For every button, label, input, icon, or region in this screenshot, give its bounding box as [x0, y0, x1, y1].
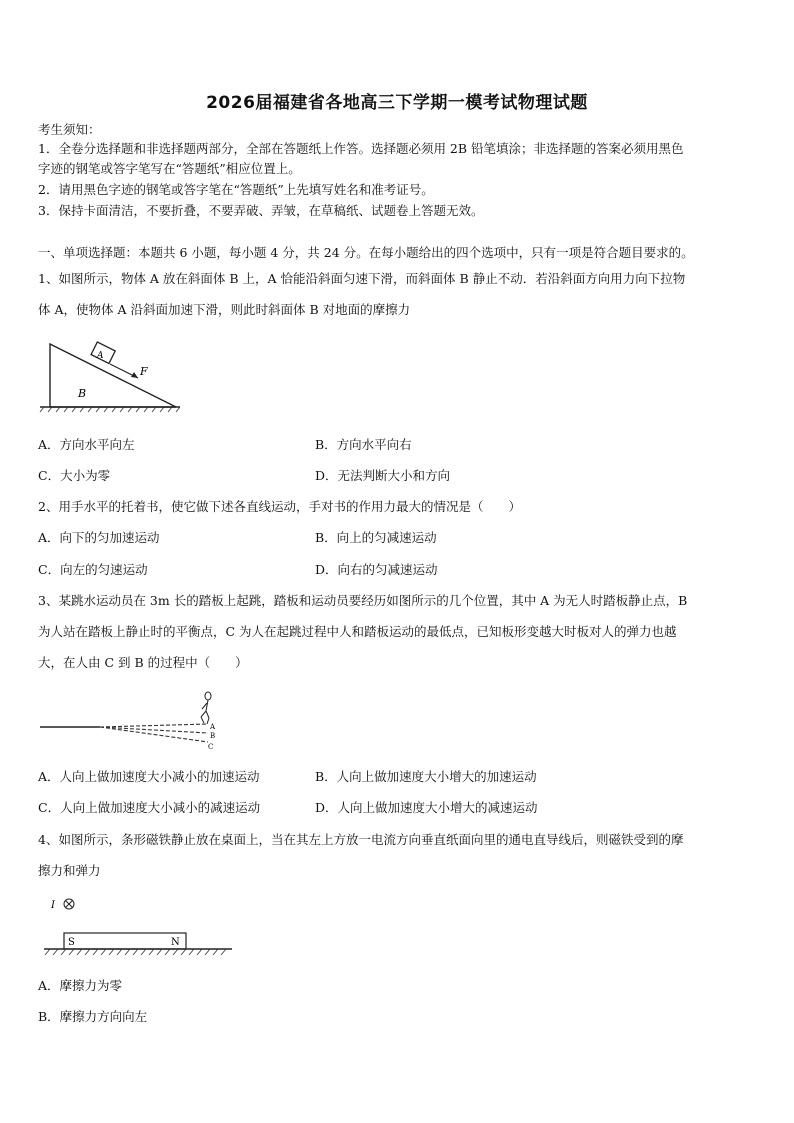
q3-label-c: C: [208, 743, 214, 751]
q1-option-b[interactable]: B．方向水平向右: [315, 437, 412, 452]
notice-line-1b: 字迹的钢笔或答字笔写在“答题纸”相应位置上。: [38, 161, 301, 176]
q4-option-b[interactable]: B．摩擦力方向向左: [38, 1009, 148, 1024]
q1-label-b: B: [78, 387, 87, 400]
q3-option-b[interactable]: B．人向上做加速度大小增大的加速运动: [315, 769, 537, 784]
notice-line-3: 3．保持卡面清洁，不要折叠，不要弄破、弄皱，在草稿纸、试题卷上答题无效。: [38, 203, 484, 218]
q1-option-d[interactable]: D．无法判断大小和方向: [315, 468, 451, 483]
q3-label-b: B: [210, 732, 216, 740]
q1-option-a[interactable]: A．方向水平向左: [38, 437, 135, 452]
q2-option-a[interactable]: A．向下的匀加速运动: [38, 530, 160, 545]
q1-text-line-2: 体 A，使物体 A 沿斜面加速下滑，则此时斜面体 B 对地面的摩擦力: [38, 302, 411, 317]
q4-magnet-figure: [38, 894, 238, 964]
q1-incline-figure: [38, 340, 188, 415]
q4-text-line-1: 4、如图所示，条形磁铁静止放在桌面上，当在其左上方放一电流方向垂直纸面向里的通电直导线后，则磁铁受到的摩: [38, 832, 684, 847]
q3-springboard-figure: [38, 686, 228, 756]
q1-option-c[interactable]: C．大小为零: [38, 468, 111, 483]
page-title: 2026届福建省各地高三下学期一模考试物理试题: [206, 93, 588, 113]
q3-text-line-2: 为人站在踏板上静止时的平衡点，C 为人在起跳过程中人和踏板运动的最低点，已知板形变越大时板对人的弹力也越: [38, 624, 677, 639]
q4-label-i: I: [51, 900, 55, 911]
notice-heading: 考生须知：: [38, 122, 101, 137]
q3-text-line-3: 大，在人由 C 到 B 的过程中（ ）: [38, 655, 248, 670]
q4-label-s: S: [68, 937, 75, 948]
q1-text-line-1: 1、如图所示，物体 A 放在斜面体 B 上，A 恰能沿斜面匀速下滑，而斜面体 B 静止不动．若沿斜面方向用力向下拉物: [38, 271, 686, 286]
q1-label-f: F: [140, 365, 148, 378]
q2-option-d[interactable]: D．向右的匀减速运动: [315, 562, 438, 577]
q3-label-a: A: [210, 723, 216, 731]
q3-text-line-1: 3、某跳水运动员在 3m 长的踏板上起跳，踏板和运动员要经历如图所示的几个位置，其中 A 为无人时踏板静止点，B: [38, 593, 688, 608]
q4-option-a[interactable]: A．摩擦力为零: [38, 978, 123, 993]
q2-option-b[interactable]: B．向上的匀减速运动: [315, 530, 437, 545]
q2-option-c[interactable]: C．向左的匀速运动: [38, 562, 148, 577]
section-heading: 一、单项选择题：本题共 6 小题，每小题 4 分，共 24 分。在每小题给出的四个选项中，只有一项是符合题目要求的。: [38, 245, 694, 260]
q3-option-c[interactable]: C．人向上做加速度大小减小的减速运动: [38, 800, 261, 815]
q4-text-line-2: 擦力和弹力: [38, 863, 101, 878]
notice-line-2: 2．请用黑色字迹的钢笔或答字笔在“答题纸”上先填写姓名和准考证号。: [38, 182, 434, 197]
q3-option-a[interactable]: A．人向上做加速度大小减小的加速运动: [38, 769, 260, 784]
q2-text-line-1: 2、用手水平的托着书，使它做下述各直线运动，手对书的作用力最大的情况是（ ）: [38, 499, 521, 514]
q1-label-a: A: [97, 351, 104, 361]
notice-line-1a: 1．全卷分选择题和非选择题两部分，全部在答题纸上作答。选择题必须用 2B 铅笔填涂；非选择题的答案必须用黑色: [38, 141, 684, 156]
q3-option-d[interactable]: D．人向上做加速度大小增大的减速运动: [315, 800, 538, 815]
q4-label-n: N: [171, 937, 180, 948]
